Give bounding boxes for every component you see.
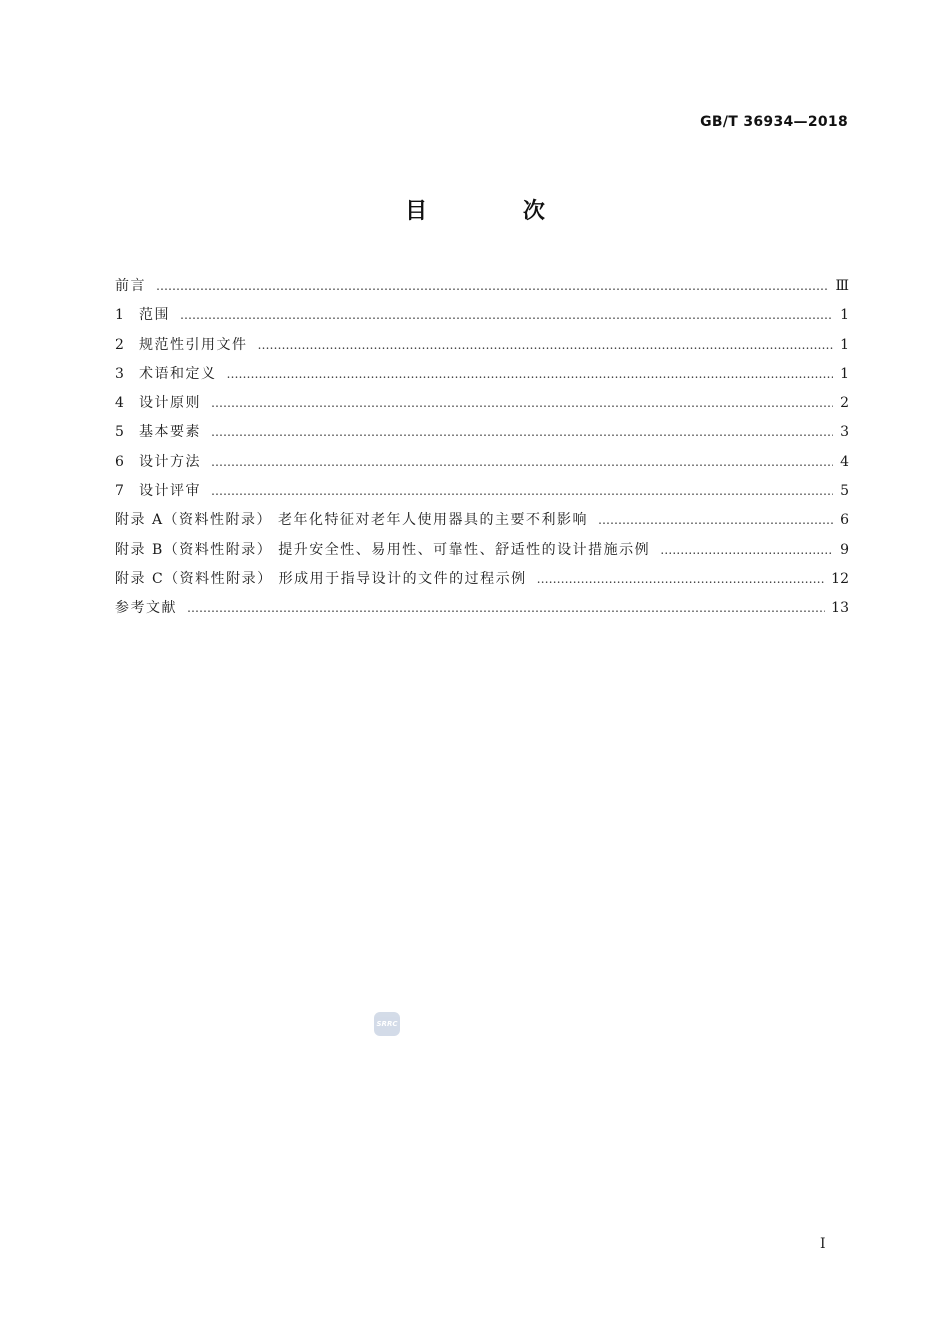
- toc-entry-label: 附录 C（资料性附录） 形成用于指导设计的文件的过程示例: [115, 570, 527, 587]
- toc-entry-page: 9: [840, 541, 849, 558]
- toc-leader-dots: [258, 331, 834, 360]
- standard-code: GB/T 36934—2018: [700, 114, 848, 130]
- toc-entry-page: 4: [840, 453, 849, 470]
- toc-entry-design-review[interactable]: [115, 477, 849, 506]
- toc-leader-dots: [211, 418, 833, 447]
- toc-leader-dots: [211, 477, 833, 506]
- toc-entry-label: 设计方法: [139, 453, 201, 470]
- toc-entry-number: 1: [115, 307, 124, 324]
- toc-entry-annex-b[interactable]: [115, 536, 849, 565]
- toc-entry-scope[interactable]: [115, 301, 849, 330]
- toc-leader-dots: [156, 272, 829, 301]
- toc-leader-dots: [660, 536, 833, 565]
- toc-entry-page: 12: [831, 570, 849, 587]
- toc-entry-page: 3: [840, 424, 849, 441]
- toc-leader-dots: [211, 448, 833, 477]
- toc-entry-normative-references[interactable]: [115, 331, 849, 360]
- toc-entry-page: 1: [840, 365, 849, 382]
- toc-entry-label: 参考文献: [115, 600, 177, 617]
- table-of-contents: [115, 272, 849, 624]
- toc-entry-terms-definitions[interactable]: [115, 360, 849, 389]
- toc-entry-annex-c[interactable]: [115, 565, 849, 594]
- toc-entry-page: 5: [840, 483, 849, 500]
- toc-entry-label: 设计原则: [139, 395, 201, 412]
- toc-entry-page: 6: [840, 512, 849, 529]
- toc-entry-number: 2: [115, 336, 124, 353]
- toc-entry-number: 3: [115, 365, 124, 382]
- toc-entry-page: 13: [831, 600, 849, 617]
- toc-leader-dots: [227, 360, 834, 389]
- toc-entry-annex-a[interactable]: [115, 506, 849, 535]
- toc-leader-dots: [598, 506, 833, 535]
- toc-leader-dots: [187, 594, 825, 623]
- toc-entry-label: 规范性引用文件: [139, 336, 248, 353]
- toc-entry-number: 5: [115, 424, 124, 441]
- toc-entry-label: 附录 B（资料性附录） 提升安全性、易用性、可靠性、舒适性的设计措施示例: [115, 541, 651, 558]
- page-number: Ⅰ: [820, 1236, 826, 1252]
- toc-entry-page: 1: [840, 336, 849, 353]
- toc-entry-bibliography[interactable]: [115, 594, 849, 623]
- toc-entry-number: 6: [115, 453, 124, 470]
- srrc-watermark-logo: SRRC: [374, 1012, 400, 1036]
- toc-title: 目 次: [405, 199, 589, 224]
- toc-entry-number: 4: [115, 395, 124, 412]
- toc-entry-design-methods[interactable]: [115, 448, 849, 477]
- toc-leader-dots: [211, 389, 833, 418]
- toc-entry-label: 附录 A（资料性附录） 老年化特征对老年人使用器具的主要不利影响: [115, 512, 589, 529]
- toc-entry-foreword[interactable]: [115, 272, 849, 301]
- toc-leader-dots: [180, 301, 833, 330]
- toc-entry-page: Ⅲ: [835, 278, 849, 294]
- toc-entry-design-principles[interactable]: [115, 389, 849, 418]
- toc-entry-label: 设计评审: [139, 483, 201, 500]
- toc-leader-dots: [537, 565, 826, 594]
- toc-entry-page: 2: [840, 395, 849, 412]
- toc-entry-label: 基本要素: [139, 424, 201, 441]
- toc-entry-label: 前言: [115, 278, 146, 294]
- toc-entry-label: 范围: [139, 307, 170, 324]
- toc-entry-page: 1: [840, 307, 849, 324]
- toc-entry-number: 7: [115, 483, 124, 500]
- toc-entry-basic-elements[interactable]: [115, 418, 849, 447]
- toc-entry-label: 术语和定义: [139, 365, 217, 382]
